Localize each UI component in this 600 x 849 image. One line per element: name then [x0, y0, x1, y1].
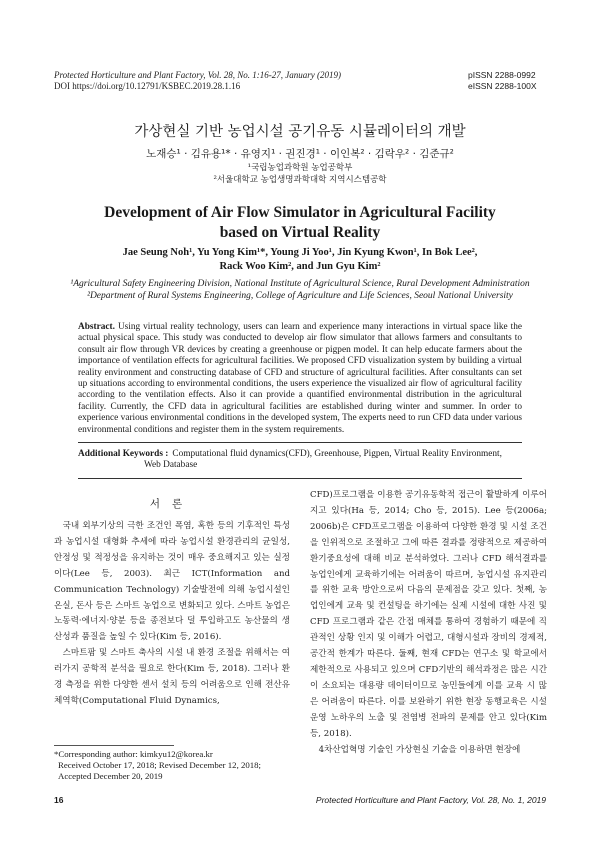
page-number: 16 [54, 795, 64, 805]
issn-block [468, 70, 537, 92]
right-paragraph-2: 4차산업혁명 기술인 가상현실 기술을 이용하면 현장에 [318, 744, 521, 755]
journal-line: Protected Horticulture and Plant Factory, Vol. 28, No. 1:16-27, January (2019) [54, 70, 342, 80]
english-title [0, 203, 600, 243]
english-title-line-1: Development of Air Flow Simulator in Agricultural Facility [104, 204, 496, 221]
eissn: eISSN 2288-100X [468, 81, 537, 91]
abstract-label: Abstract. [78, 322, 115, 332]
doi-line[interactable]: DOI https://doi.org/10.12791/KSBEC.2019.28.1.16 [54, 81, 241, 91]
abstract [78, 322, 522, 436]
korean-affiliation-1: ¹국립농업과학원 농업공학부 [247, 163, 353, 173]
korean-affiliation-2: ²서울대학교 농업생명과학대학 지역시스템공학 [213, 175, 387, 185]
keywords [78, 449, 522, 472]
accepted-date: Accepted December 20, 2019 [58, 771, 163, 781]
divider-top [78, 442, 522, 443]
english-affiliation-1: ¹Agricultural Safety Engineering Division, National Institute of Agricultural Science, Rural Development Administration [70, 279, 530, 289]
right-paragraph-1: CFD)프로그램을 이용한 공기유동학적 접근이 활발하게 이루어지고 있다(Ha 등, 2014; Cho 등, 2015). Lee 등(2006a; 2006b)은 CFD프로그램을 이용하여 다양한 환경 및 시설 조건을 인위적으로 조절하고 그에 따른 결과를 정량적으로 제공하여 환기중요성에 대해 비교 분석하였다. 그러나 CFD 해석결과를 농업인에게 교육하기에는 어려움이 따르며, 농업시설 유지관리를 위한 교육 방안으로써 다음의 문제점을 갖고 있다. 첫째, 농업인에게 교육 및 컨설팅을 하기에는 실제 시설에 대한 사진 및 CFD 프로그램과 같은 간접 매체를 통하여 경험하기 때문에 직관적인 상황 인지 및 이해가 어렵고, 대형시설과 장비의 경제적, 공간적 한계가 따른다. 둘째, 현재 CFD는 연구소 및 학교에서 제한적으로 사용되고 있으며 CFD기반의 해석과정은 많은 시간이 소요되는 대용량 데이터이므로 농민들에게 이를 교육 시 많은 어려움이 따른다. 이를 보완하기 위한 현장 동행교육은 시설운영 노하우의 노출 및 전염병 전파의 문제를 안고 있다(Kim 등, 2018). [310, 490, 547, 739]
english-authors-line-1: Jae Seung Noh¹, Yu Yong Kim¹*, Young Ji Yoo¹, Jin Kyung Kwon¹, In Bok Lee², [122, 247, 478, 258]
keywords-line-2: Web Database [144, 460, 198, 471]
english-authors-line-2: Rack Woo Kim², and Jun Gyu Kim² [219, 261, 381, 272]
korean-title: 가상현실 기반 농업시설 공기유동 시뮬레이터의 개발 [134, 124, 466, 140]
section-heading-introduction: 서론 [149, 498, 195, 510]
korean-authors: 노재승¹ · 김유용¹* · 유영지¹ · 권진경¹ · 이인복² · 김락우² · 김준규² [146, 148, 454, 160]
corresponding-author: *Corresponding author: kimkyu12@korea.kr [54, 749, 213, 759]
left-paragraph-2: 스마트팜 및 스마트 축사의 시설 내 환경 조절을 위해서는 여러가지 공학적 분석을 필요로 한다(Kim 등, 2018). 그러나 환경 측정을 위한 다양한 센서 설치 등의 어려움으로 인해 전산유체역학(Computational Fluid Dynamics, [54, 648, 290, 706]
footnote [54, 749, 261, 782]
english-affiliation-2: ²Department of Rural Systems Engineering, College of Agriculture and Life Sciences, Seoul National University [87, 291, 513, 301]
journal-citation [54, 70, 341, 92]
footer-journal-ref: Protected Horticulture and Plant Factory, Vol. 28, No. 1, 2019 [315, 795, 546, 805]
footnote-rule [54, 745, 174, 746]
left-paragraph-1: 국내 외부기상의 극한 조건인 폭염, 혹한 등의 기후적인 특성과 농업시설 대형화 추세에 따라 농업시설 환경관리의 균일성, 안정성 및 적정성을 유지하는 것이 매우 중요해지고 있는 실정이다(Lee 등, 2003). 최근 ICT(Information and Communication Technology) 기술발전에 의해 농업시설인 온실, 돈사 등은 스마트 농업으로 변화되고 있다. 스마트 농업은 노동력·에너지·양분 등을 종전보다 덜 투입하고도 농산물의 생산성과 품질을 높일 수 있다(Kim 등, 2016). [54, 521, 290, 643]
keywords-label: Additional Keywords : [78, 449, 169, 459]
keywords-line-1: Computational fluid dynamics(CFD), Greenhouse, Pigpen, Virtual Reality Environment, [172, 449, 502, 459]
left-column [54, 519, 290, 710]
english-authors [60, 246, 540, 274]
english-title-line-2: based on Virtual Reality [219, 224, 381, 241]
divider-bottom [78, 478, 522, 479]
received-dates: Received October 17, 2018; Revised December 12, 2018; [58, 760, 262, 770]
right-column [310, 488, 547, 758]
abstract-text: Using virtual reality technology, users can learn and experience many interactions in virtual space like the actual physical space. This study was conducted to develop air flow simulator that allows farmers and consultants to consult air flow through VR devices by creating a greenhouse or pigpen model. It can help educate farmers about the importance of ventilation effects for agricultural facilities. We proposed CFD visualization system by building a virtual reality environment and constructing database of CFD and structure of agricultural facilities. After consultants can set up situations according to environmental conditions, the users experience the visualized air flow of agricultural facility according to the ventilation effects. Also it can provide a quantified environmental distribution in the agricultural facility. Currently, the CFD data in agricultural facilities are established during winter and summer. In order to experience various environmental conditions in the developed system, The experts need to run CFD data under various environmental conditions and register them in the system requirements. [78, 322, 523, 435]
pissn: pISSN 2288-0992 [468, 70, 536, 80]
